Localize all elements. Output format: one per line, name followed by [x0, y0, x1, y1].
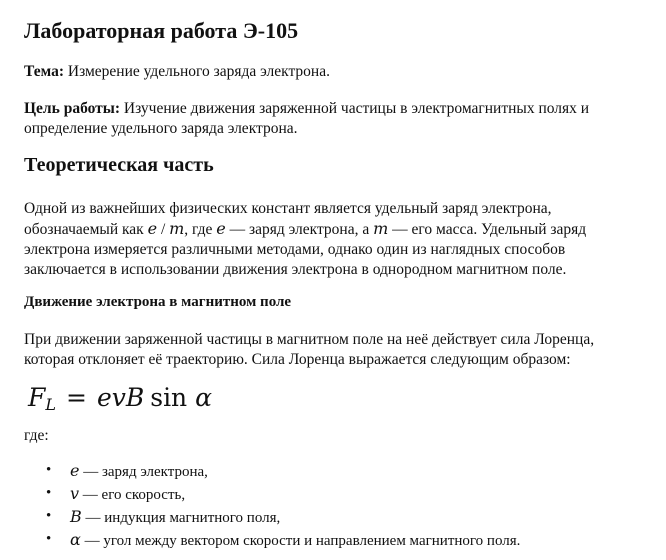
topic-label: Тема: [24, 63, 64, 80]
motion-heading: Движение электрона в магнитном поле [24, 294, 292, 310]
where-label: где: [24, 427, 49, 444]
variable-description: — заряд электрона, [79, 464, 208, 480]
symbol-e: e [147, 219, 158, 238]
theory-text-2: / [157, 221, 170, 238]
goal-text: Изучение движения заряженной частицы в электромагнитных полях и определение удельного заряда электрона. [24, 100, 590, 137]
goal-label: Цель работы: [24, 100, 121, 117]
list-item [24, 460, 644, 483]
theory-text-3: , где [184, 221, 217, 238]
bullet: • [46, 485, 52, 501]
bullet: • [46, 508, 52, 524]
variable-description: — индукция магнитного поля, [81, 510, 281, 526]
theory-paragraph [24, 199, 634, 280]
list-item [24, 483, 644, 506]
variable-symbol: B [70, 507, 82, 526]
formula-force: F [28, 383, 46, 412]
variable-description: — его скорость, [79, 487, 186, 503]
list-item [24, 506, 644, 529]
formula-force-subscript: L [45, 395, 56, 414]
theory-heading: Теоретическая часть [24, 154, 214, 176]
theory-text-1: Одной из важнейших физических констант является удельный заряд электрона, обозначаемый как [24, 200, 552, 238]
theory-text-4: — заряд электрона, а [225, 221, 374, 238]
variables-list [24, 460, 644, 552]
formula-equals: = [65, 383, 87, 412]
lorentz-formula [28, 380, 212, 416]
bullet: • [46, 462, 52, 478]
symbol-m: m [169, 219, 185, 238]
formula-product: evB [96, 383, 145, 412]
lorentz-paragraph: При движении заряженной частицы в магнитном поле на неё действует сила Лоренца, которая отклоняет её траекторию. Сила Лоренца выражается следующим образом: [24, 331, 595, 368]
topic-text: Измерение удельного заряда электрона. [64, 63, 330, 80]
list-item [24, 529, 644, 552]
theory-text-5: — его масса. Удельный заряд электрона измеряется различными методами, однако один из наглядных способов заключается в использовании движения электрона в однородном магнитном поле. [24, 221, 587, 278]
variable-symbol: v [70, 484, 80, 503]
variable-symbol: α [70, 530, 81, 549]
bullet: • [46, 531, 52, 547]
topic-paragraph [24, 62, 330, 82]
symbol-e: e [216, 219, 226, 238]
symbol-m: m [373, 219, 389, 238]
variable-description: — угол между вектором скорости и направлением магнитного поля. [80, 533, 521, 549]
document-title: Лабораторная работа Э-105 [24, 18, 299, 43]
formula-sin: sin [150, 383, 188, 412]
goal-paragraph [24, 99, 634, 139]
variable-symbol: e [70, 461, 80, 480]
formula-angle: α [195, 383, 213, 412]
